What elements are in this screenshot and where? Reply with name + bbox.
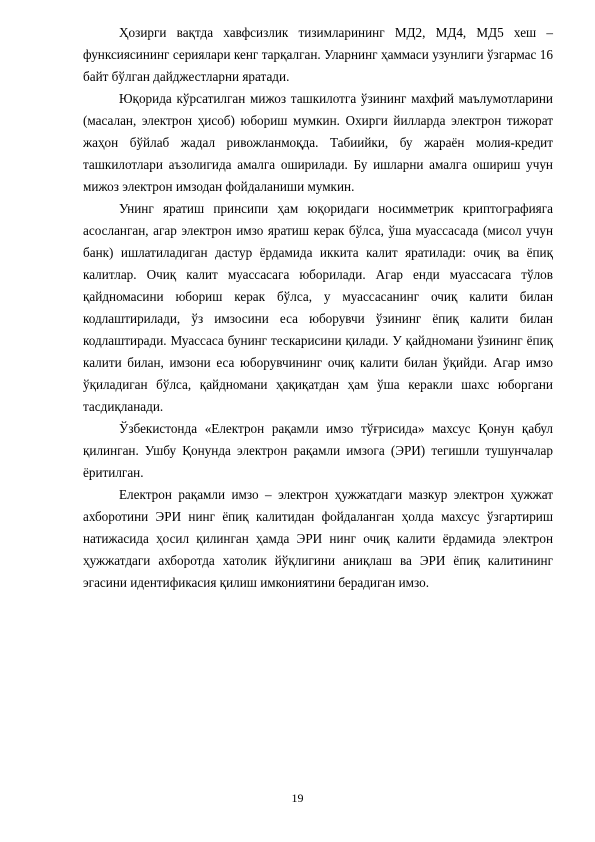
paragraph-client-electronic-commerce: Юқорида кўрсатилган мижоз ташкилотга ўзининг махфий маълумотларини (масалан, электрон ҳисоб) юбориш мумкин. Охирги йилларда электрон тижорат жаҳон бўйлаб жадал ривожланмоқда. Табиийки, бу жараён молия-кредит ташкилотлари аъзолигида амалга оширилади. Бу ишларни амалга ошириш учун мижоз электрон имзодан фойдаланиши мумкин. <box>83 91 553 194</box>
body-text <box>83 22 553 594</box>
paragraph-uzbekistan-law: Ўзбекистонда «Електрон рақамли имзо тўғрисида» махсус Қонун қабул қилинган. Ушбу Қонунда электрон рақамли имзога (ЭРИ) тегишли тушунчалар ёритилган. <box>83 421 553 480</box>
paragraph-signature-principle: Унинг яратиш принсипи ҳам юқоридаги носимметрик криптографияга асосланган, агар электрон имзо яратиш керак бўлса, ўша муассасада (мисол учун банк) ишлатиладиган дастур ёрдамида иккита калит яратилади: очиқ ва ёпиқ калитлар. Очиқ калит муассасага юборилади. Агар енди муассасага тўлов қайдномасини юбориш керак бўлса, у муассасанинг очиқ калити билан кодлаштирилади, ўз имзосини еса юборувчи ўзининг ёпиқ калити билан кодлаштиради. Муассаса бунинг тескарисини қилади. У қайдномани ўзининг ёпиқ калити билан, имзони еса юборувчининг очиқ калити билан ўқийди. Агар имзо ўқиладиган бўлса, қайдномани ҳақиқатдан ҳам ўша керакли шахс юборгани тасдиқланади. <box>83 201 553 414</box>
paragraph-definition: Електрон рақамли имзо – электрон ҳужжатдаги мазкур электрон ҳужжат ахборотини ЭРИ нинг ёпиқ калитидан фойдаланган ҳолда махсус ўзгартириш натижасида ҳосил қилинган ҳамда ЭРИ нинг очиқ калити ёрдамида электрон ҳужжатдаги ахборотда хатолик йўқлигини аниқлаш ва ЭРИ ёпиқ калитининг эгасини идентификасия қилиш имкониятини берадиган имзо. <box>83 487 553 590</box>
page-number: 19 <box>291 791 304 805</box>
paragraph-hash-functions: Ҳозирги вақтда хавфсизлик тизимларининг МД2, МД4, МД5 хеш – функсиясининг сериялари кенг тарқалган. Уларнинг ҳаммаси узунлиги ўзгармас 16 байт бўлган дайджестларни яратади. <box>83 25 553 84</box>
